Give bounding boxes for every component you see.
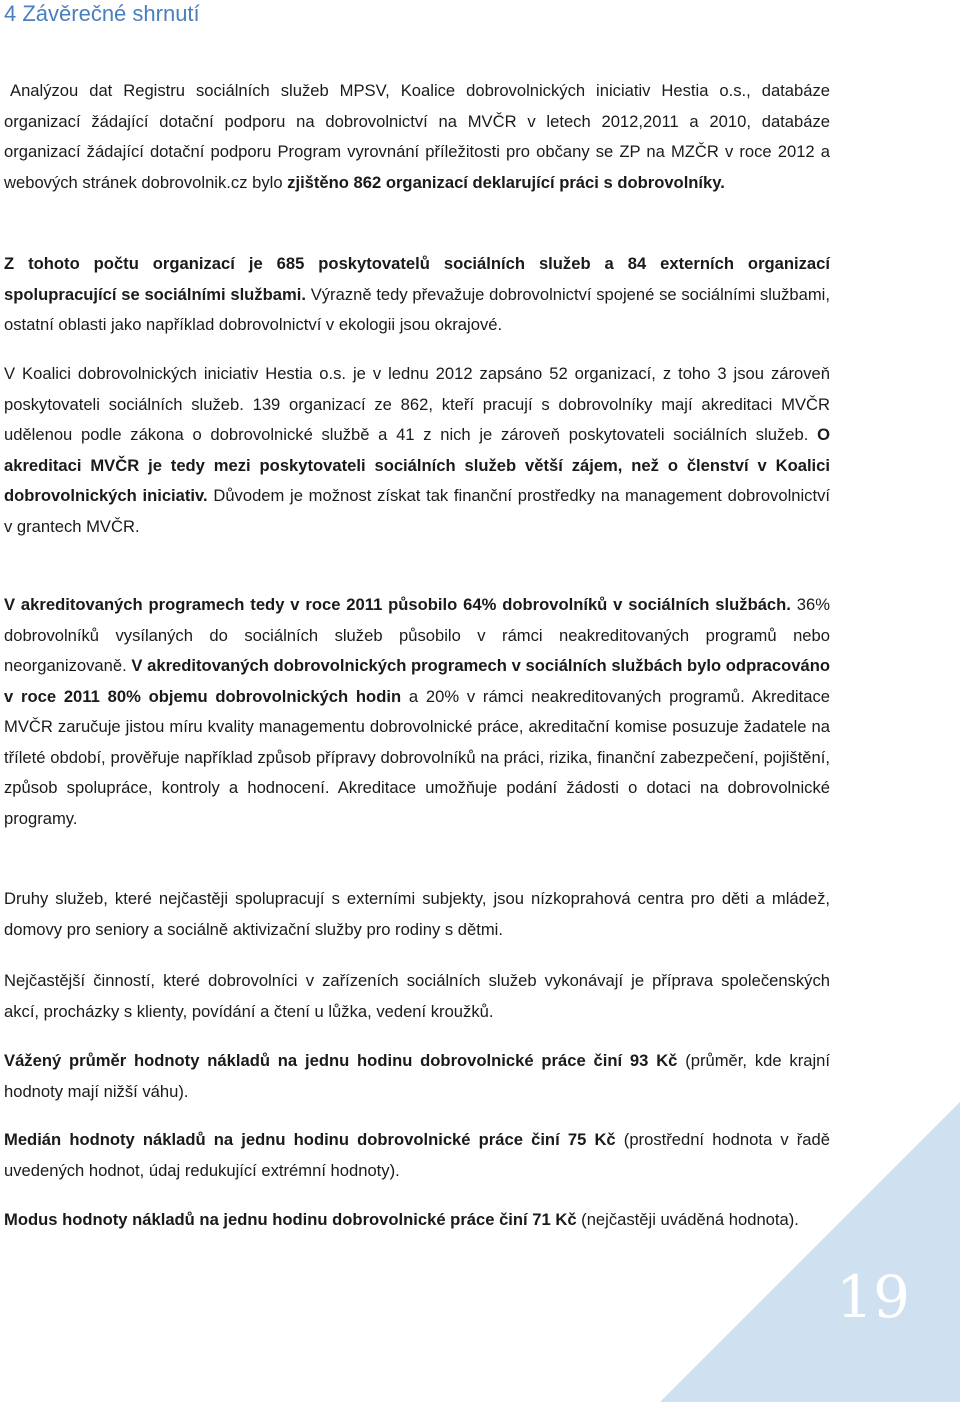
p8-bold: Medián hodnoty nákladů na jednu hodinu dobrovolnické práce činí 75 Kč <box>4 1130 616 1149</box>
p1-text: Analýzou dat Registru sociálních služeb MPSV, Koalice dobrovolnických iniciativ Hestia o.s., databáze organizací žádající dotační podporu na dobrovolnictví na MVČR v letech 2012,2011 a 2010, databáze organizací žádající dotační podporu Program vyrovnání příležitosti pro občany se ZP na MZČR v roce 2012 a webových stránek dobrovolnik.cz bylo <box>4 81 830 192</box>
paragraph-accredited <box>4 590 830 834</box>
paragraph-weighted-mean <box>4 1046 830 1107</box>
p9-bold: Modus hodnoty nákladů na jednu hodinu dobrovolnické práce činí 71 Kč <box>4 1210 577 1229</box>
paragraph-coalition <box>4 359 830 542</box>
paragraph-analysis <box>4 76 830 198</box>
paragraph-activities: Nejčastější činností, které dobrovolníci v zařízeních sociálních služeb vykonávají je příprava společenských akcí, procházky s klienty, povídání a čtení u lůžka, vedení kroužků. <box>4 971 830 1021</box>
section-heading: 4 Závěrečné shrnutí <box>4 1 200 26</box>
paragraph-service-types: Druhy služeb, které nejčastěji spolupracují s externími subjekty, jsou nízkoprahová centra pro děti a mládež, domovy pro seniory a sociálně aktivizační služby pro rodiny s dětmi. <box>4 889 830 939</box>
p2-bold: Z tohoto počtu organizací je 685 poskytovatelů sociálních služeb a 84 externích organizací spolupracující se sociálními službami. <box>4 254 830 304</box>
p7-text: (průměr, kde krajní hodnoty mají nižší váhu). <box>4 1051 830 1101</box>
p2-text: Výrazně tedy převažuje dobrovolnictví spojené se sociálními službami, ostatní oblasti jako například dobrovolnictví v ekologii jsou okrajové. <box>4 284 830 334</box>
p7-bold: Vážený průměr hodnoty nákladů na jednu hodinu dobrovolnické práce činí 93 Kč <box>4 1051 678 1070</box>
p4-text-2: a 20% v rámci neakreditovaných programů. Akreditace MVČR zaručuje jistou míru kvality managementu dobrovolnické práce, akreditační komise posuzuje žadatele na tříleté období, prověřuje například způsob přípravy dobrovolníků na práci, rizika, finanční zabezpečení, pojištění, způsob spolupráce, kontroly a hodnocení. Akreditace umožňuje podání žádosti o dotaci na dobrovolnické programy. <box>4 686 830 828</box>
page-corner-decoration <box>660 1102 960 1402</box>
p4-bold-2: V akreditovaných dobrovolnických programech v sociálních službách bylo odpracováno v roce 2011 80% objemu dobrovolnických hodin <box>4 656 830 706</box>
p4-text-1: 36% dobrovolníků vysílaných do sociálních služeb působilo v rámci neakreditovaných programů nebo neorganizovaně. <box>4 595 830 675</box>
page-number: 19 <box>836 1263 910 1331</box>
p1-bold: zjištěno 862 organizací deklarující práci s dobrovolníky. <box>287 172 725 192</box>
p4-bold-1: V akreditovaných programech tedy v roce 2011 působilo 64% dobrovolníků v sociálních službách. <box>4 595 791 614</box>
p9-text: (nejčastěji uváděná hodnota). <box>576 1210 799 1229</box>
p3-bold: O akreditaci MVČR je tedy mezi poskytovateli sociálních služeb větší zájem, než o členství v Koalici dobrovolnických iniciativ. <box>4 425 830 505</box>
p3-text: V Koalici dobrovolnických iniciativ Hestia o.s. je v lednu 2012 zapsáno 52 organizací, z toho 3 jsou zároveň poskytovateli sociálních služeb. 139 organizací ze 862, kteří pracují s dobrovolníky mají akreditaci MVČR udělenou podle zákona o dobrovolnické službě a 41 z nich je zároveň poskytovateli sociálních služeb. <box>4 364 830 444</box>
p8-text: (prostřední hodnota v řadě uvedených hodnot, údaj redukující extrémní hodnoty). <box>4 1130 830 1180</box>
paragraph-providers <box>4 249 830 341</box>
p3-text-end: Důvodem je možnost získat tak finanční prostředky na management dobrovolnictví v grantech MVČR. <box>4 486 830 536</box>
